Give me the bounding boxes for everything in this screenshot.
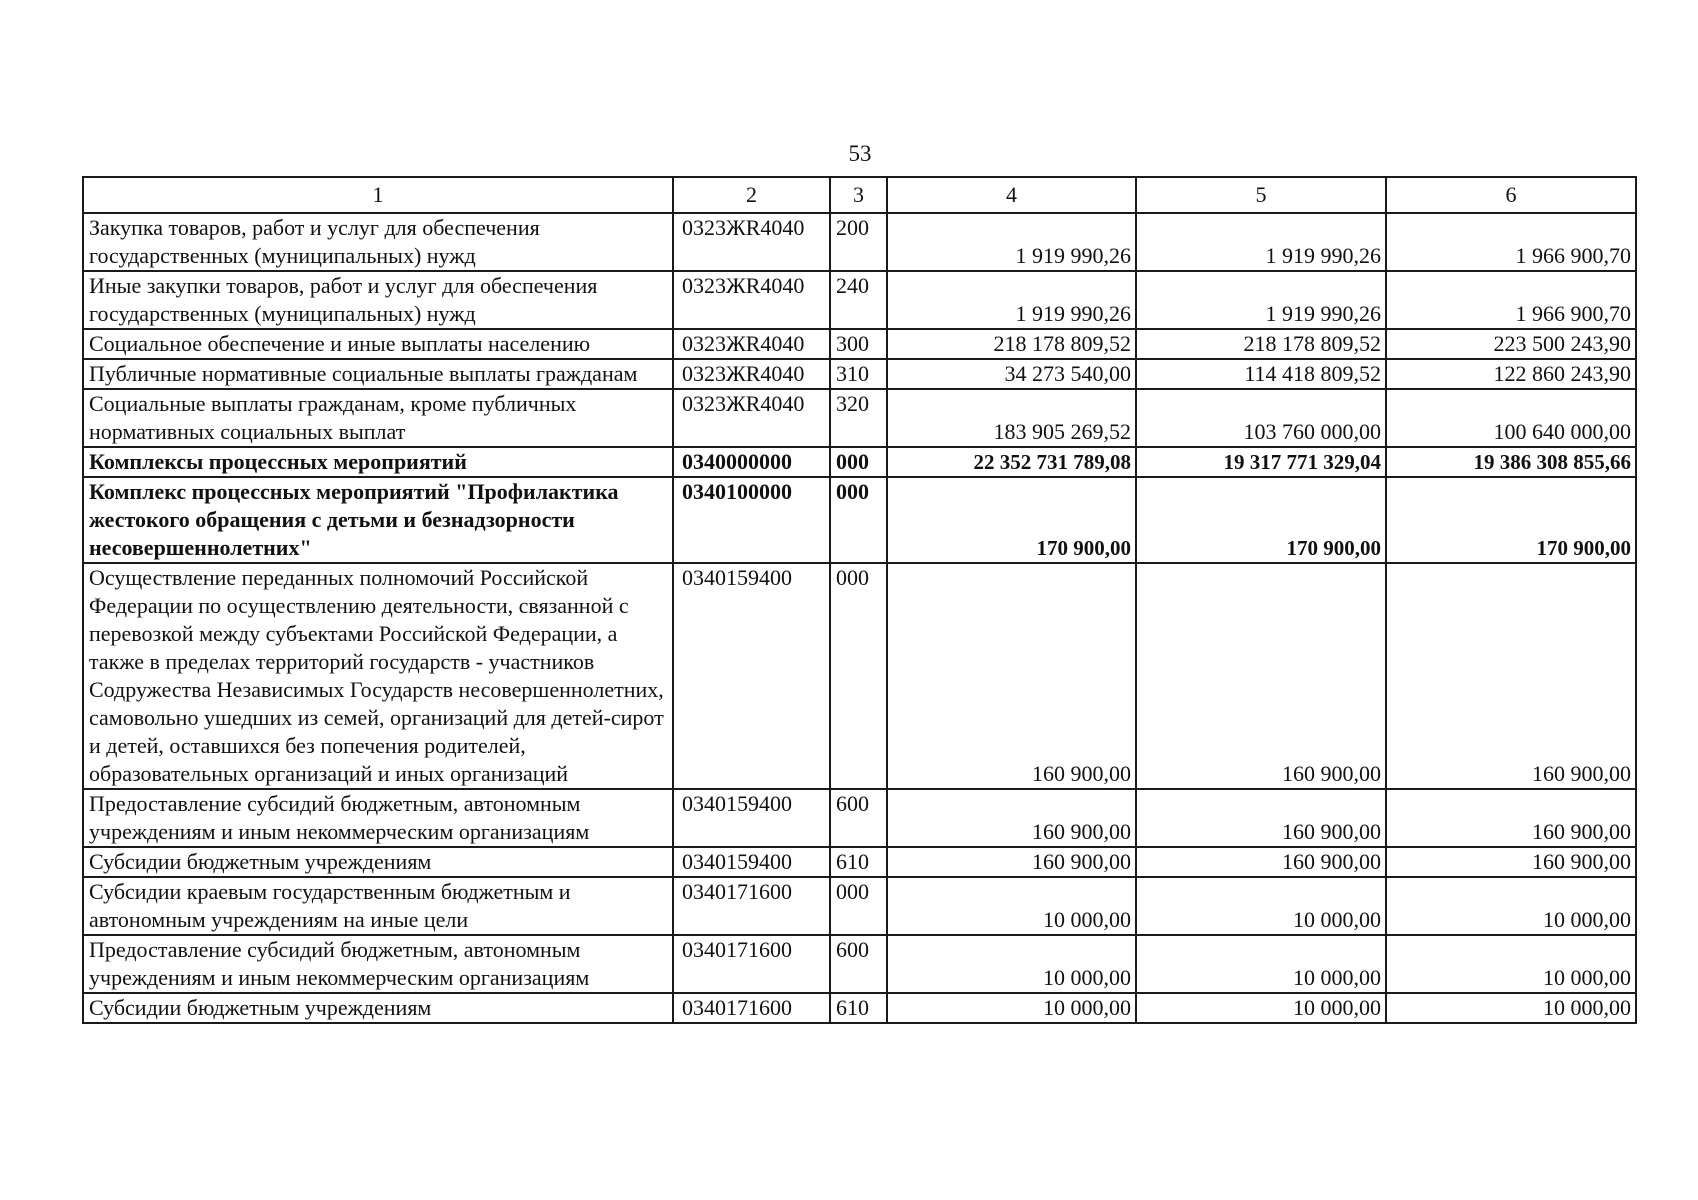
row-amount-cell: 1 919 990,26 [887, 271, 1136, 329]
row-code-cell: 0340159400 [673, 789, 830, 847]
table-row [83, 389, 1636, 447]
page-number: 53 [848, 141, 872, 166]
row-amount-cell: 103 760 000,00 [1136, 389, 1386, 447]
column-header: 6 [1386, 177, 1636, 213]
row-name-cell: Социальное обеспечение и иные выплаты населению [83, 329, 673, 359]
table-row [83, 993, 1636, 1023]
row-amount-cell: 122 860 243,90 [1386, 359, 1636, 389]
row-type-cell: 200 [830, 213, 887, 271]
row-type-cell: 320 [830, 389, 887, 447]
row-name-cell: Иные закупки товаров, работ и услуг для обеспечения государственных (муниципальных) нужд [83, 271, 673, 329]
row-amount-cell: 10 000,00 [1386, 935, 1636, 993]
row-amount-cell: 10 000,00 [1136, 993, 1386, 1023]
row-code-cell: 0340171600 [673, 993, 830, 1023]
row-amount-cell: 160 900,00 [887, 789, 1136, 847]
table-row [83, 847, 1636, 877]
row-code-cell: 0323ЖR4040 [673, 359, 830, 389]
row-amount-cell: 10 000,00 [1386, 993, 1636, 1023]
table-row [83, 935, 1636, 993]
row-name-cell: Закупка товаров, работ и услуг для обеспечения государственных (муниципальных) нужд [83, 213, 673, 271]
column-header: 5 [1136, 177, 1386, 213]
row-amount-cell: 170 900,00 [1386, 477, 1636, 563]
table-row [83, 477, 1636, 563]
column-header: 2 [673, 177, 830, 213]
row-amount-cell: 22 352 731 789,08 [887, 447, 1136, 477]
budget-table [82, 176, 1637, 1024]
row-amount-cell: 160 900,00 [887, 847, 1136, 877]
row-type-cell: 000 [830, 877, 887, 935]
row-amount-cell: 10 000,00 [1136, 935, 1386, 993]
row-amount-cell: 1 919 990,26 [1136, 271, 1386, 329]
row-type-cell: 000 [830, 563, 887, 789]
row-amount-cell: 10 000,00 [1136, 877, 1386, 935]
table-row [83, 271, 1636, 329]
row-amount-cell: 1 966 900,70 [1386, 271, 1636, 329]
row-amount-cell: 1 966 900,70 [1386, 213, 1636, 271]
row-amount-cell: 160 900,00 [1386, 847, 1636, 877]
row-amount-cell: 1 919 990,26 [1136, 213, 1386, 271]
row-type-cell: 600 [830, 789, 887, 847]
table-row [83, 329, 1636, 359]
row-amount-cell: 1 919 990,26 [887, 213, 1136, 271]
row-amount-cell: 10 000,00 [887, 935, 1136, 993]
row-name-cell: Публичные нормативные социальные выплаты гражданам [83, 359, 673, 389]
row-type-cell: 000 [830, 477, 887, 563]
row-code-cell: 0323ЖR4040 [673, 271, 830, 329]
table-row [83, 213, 1636, 271]
row-type-cell: 240 [830, 271, 887, 329]
column-header: 1 [83, 177, 673, 213]
row-name-cell: Комплекс процессных мероприятий "Профилактика жестокого обращения с детьми и безнадзорности несовершеннолетних" [83, 477, 673, 563]
row-code-cell: 0340100000 [673, 477, 830, 563]
row-amount-cell: 183 905 269,52 [887, 389, 1136, 447]
row-type-cell: 310 [830, 359, 887, 389]
row-code-cell: 0340000000 [673, 447, 830, 477]
row-amount-cell: 170 900,00 [1136, 477, 1386, 563]
row-amount-cell: 100 640 000,00 [1386, 389, 1636, 447]
row-amount-cell: 160 900,00 [1136, 847, 1386, 877]
row-name-cell: Субсидии бюджетным учреждениям [83, 993, 673, 1023]
row-amount-cell: 160 900,00 [1136, 789, 1386, 847]
row-amount-cell: 10 000,00 [887, 993, 1136, 1023]
row-name-cell: Предоставление субсидий бюджетным, автономным учреждениям и иным некоммерческим организациям [83, 935, 673, 993]
row-code-cell: 0323ЖR4040 [673, 329, 830, 359]
row-name-cell: Социальные выплаты гражданам, кроме публичных нормативных социальных выплат [83, 389, 673, 447]
row-type-cell: 610 [830, 993, 887, 1023]
row-type-cell: 600 [830, 935, 887, 993]
row-amount-cell: 218 178 809,52 [1136, 329, 1386, 359]
row-code-cell: 0340159400 [673, 847, 830, 877]
row-type-cell: 610 [830, 847, 887, 877]
row-name-cell: Предоставление субсидий бюджетным, автономным учреждениям и иным некоммерческим организациям [83, 789, 673, 847]
table-row [83, 563, 1636, 789]
table-row [83, 447, 1636, 477]
table-row [83, 877, 1636, 935]
row-name-cell: Комплексы процессных мероприятий [83, 447, 673, 477]
column-header: 3 [830, 177, 887, 213]
row-amount-cell: 10 000,00 [887, 877, 1136, 935]
row-code-cell: 0340171600 [673, 935, 830, 993]
row-amount-cell: 114 418 809,52 [1136, 359, 1386, 389]
row-amount-cell: 218 178 809,52 [887, 329, 1136, 359]
row-name-cell: Осуществление переданных полномочий Российской Федерации по осуществлению деятельности, связанной с перевозкой между субъектами Российской Федерации, а также в пределах территорий государств - участников Содружества Независимых Государств несовершеннолетних, самовольно ушедших из семей, организаций для детей-сирот и детей, оставшихся без попечения родителей, образовательных организаций и иных организаций [83, 563, 673, 789]
row-code-cell: 0323ЖR4040 [673, 213, 830, 271]
row-amount-cell: 170 900,00 [887, 477, 1136, 563]
row-amount-cell: 223 500 243,90 [1386, 329, 1636, 359]
row-amount-cell: 160 900,00 [887, 563, 1136, 789]
row-amount-cell: 34 273 540,00 [887, 359, 1136, 389]
row-name-cell: Субсидии бюджетным учреждениям [83, 847, 673, 877]
row-amount-cell: 19 317 771 329,04 [1136, 447, 1386, 477]
row-amount-cell: 160 900,00 [1386, 789, 1636, 847]
row-amount-cell: 160 900,00 [1386, 563, 1636, 789]
row-type-cell: 000 [830, 447, 887, 477]
row-code-cell: 0323ЖR4040 [673, 389, 830, 447]
budget-table-body [83, 177, 1636, 1023]
table-row [83, 789, 1636, 847]
row-name-cell: Субсидии краевым государственным бюджетным и автономным учреждениям на иные цели [83, 877, 673, 935]
column-header: 4 [887, 177, 1136, 213]
table-header-row [83, 177, 1636, 213]
row-code-cell: 0340159400 [673, 563, 830, 789]
row-amount-cell: 10 000,00 [1386, 877, 1636, 935]
row-code-cell: 0340171600 [673, 877, 830, 935]
row-amount-cell: 19 386 308 855,66 [1386, 447, 1636, 477]
table-row [83, 359, 1636, 389]
row-type-cell: 300 [830, 329, 887, 359]
row-amount-cell: 160 900,00 [1136, 563, 1386, 789]
